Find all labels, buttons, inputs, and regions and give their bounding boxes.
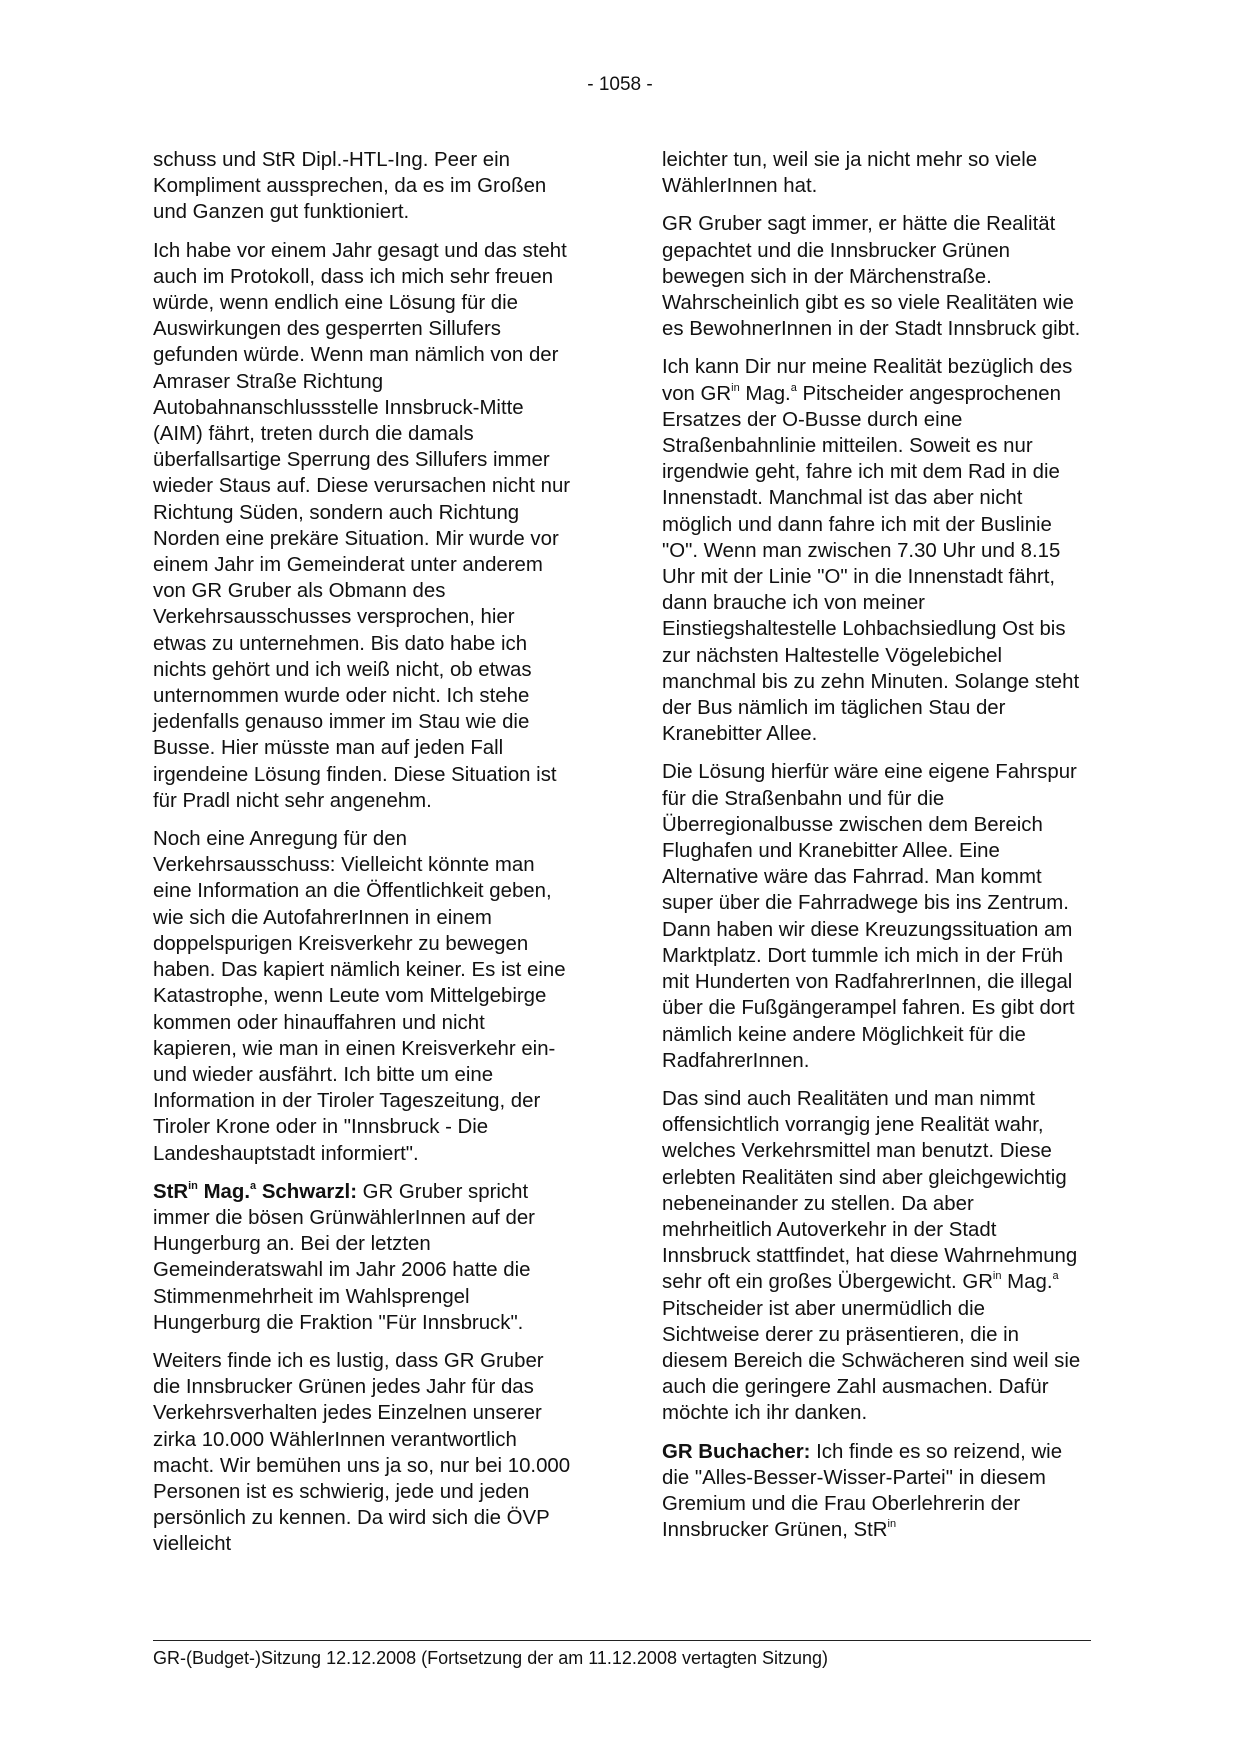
- superscript: in: [887, 1518, 897, 1531]
- footer: GR-(Budget-)Sitzung 12.12.2008 (Fortsetzung der am 11.12.2008 vertagten Sitzung): [153, 1648, 829, 1668]
- paragraph: [662, 354, 1082, 747]
- superscript: in: [731, 381, 740, 394]
- paragraph: Ich habe vor einem Jahr gesagt und das steht auch im Protokoll, dass ich mich sehr freuen würde, wenn endlich eine Lösung für die Auswirkungen des gesperrten Sillufers gefunden würde. Wenn man nämlich von der Amraser Straße Richtung Autobahnanschlussstelle Innsbruck-Mitte (AIM) fährt, treten durch die damals überfallsartige Sperrung des Sillufers immer wieder Staus auf. Diese verursachen nicht nur Richtung Süden, sondern auch Richtung Norden eine prekäre Situation. Mir wurde vor einem Jahr im Gemeinderat unter anderem von GR Gruber als Obmann des Verkehrsausschusses versprochen, hier etwas zu unternehmen. Bis dato habe ich nichts gehört und ich weiß nicht, ob etwas unternommen wurde oder nicht. Ich stehe jedenfalls genauso immer im Stau wie die Busse. Hier müsste man auf jeden Fall irgendeine Lösung finden. Diese Situation ist für Pradl nicht sehr angenehm.: [153, 239, 571, 812]
- paragraph: [662, 1086, 1082, 1427]
- paragraph: leichter tun, weil sie ja nicht mehr so viele WählerInnen hat.: [662, 149, 1038, 198]
- speaker-name-part: StR: [153, 1180, 189, 1203]
- paragraph: Weiters finde ich es lustig, dass GR Gruber die Innsbrucker Grünen jedes Jahr für das Verkehrsverhalten jedes Einzelnen unserer zirka 10.000 WählerInnen verantwortlich macht. Wir bemühen uns ja so, nur bei 10.000 Personen ist es schwierig, jede und jeden persönlich zu kennen. Da wird sich die ÖVP vielleicht: [153, 1349, 571, 1556]
- text-part: Pitscheider ist aber unermüdlich die Sichtweise derer zu präsentieren, die in diesem Bereich die Schwächeren sind weil sie auch die geringere Zahl ausmachen. Dafür möchte ich ihr danken.: [662, 1297, 1081, 1425]
- text-part: Mag.: [1001, 1271, 1053, 1294]
- superscript: in: [992, 1270, 1002, 1283]
- text-part: Das sind auch Realitäten und man nimmt offensichtlich vorrangig jene Realität wahr, welches Verkehrsmittel man benutzt. Diese erlebten Realitäten sind aber gleichgewichtig nebeneinander zu stellen. Da aber mehrheitlich Autoverkehr in der Stadt Innsbruck stattfindet, hat diese Wahrnehmung sehr oft ein großes Übergewicht. GR: [662, 1087, 1078, 1294]
- superscript: a: [250, 1179, 257, 1192]
- paragraph: GR Gruber sagt immer, er hätte die Realität gepachtet und die Innsbrucker Grünen bewegen sich in der Märchenstraße. Wahrscheinlich gibt es so viele Realitäten wie es BewohnerInnen in der Stadt Innsbruck gibt.: [662, 213, 1081, 341]
- speaker-paragraph: [153, 1179, 573, 1336]
- text-part: Ich kann Dir nur meine Realität bezüglich des von GR: [662, 356, 1073, 405]
- speech-text: Ich finde es so reizend, wie die "Alles-Besser-Wisser-Partei" in diesem Gremium und die Frau Oberlehrerin der Innsbrucker Grünen, StR: [662, 1440, 1063, 1542]
- speaker-name-part: Schwarzl:: [256, 1180, 358, 1203]
- speaker-name-part: Mag.: [197, 1180, 251, 1203]
- text-part: Pitscheider angesprochenen Ersatzes der O-Busse durch eine Straßenbahnlinie mitteilen. Soweit es nur irgendwie geht, fahre ich mit dem Rad in die Innenstadt. Manchmal ist das aber nicht möglich und dann fahre ich mit der Buslinie "O". Wenn man zwischen 7.30 Uhr und 8.15 Uhr mit der Linie "O" in die Innenstadt fährt, dann brauche ich von meiner Einstiegshaltestelle Lohbachsiedlung Ost bis zur nächsten Haltestelle Vögelebichel manchmal bis zu zehn Minuten. Solange steht der Bus nämlich im täglichen Stau der Kranebitter Allee.: [662, 382, 1080, 746]
- speech-text: GR Gruber spricht immer die bösen GrünwählerInnen auf der Hungerburg an. Bei der letzten Gemeinderatswahl im Jahr 2006 hatte die Stimmenmehrheit im Wahlsprengel Hungerburg die Fraktion "Für Innsbruck".: [153, 1180, 535, 1334]
- footer-divider: [153, 1640, 1091, 1641]
- left-column: [153, 147, 573, 1570]
- paragraph: Noch eine Anregung für den Verkehrsausschuss: Vielleicht könnte man eine Information an die Öffentlichkeit geben, wie sich die AutofahrerInnen in einem doppelspurigen Kreisverkehr zu bewegen haben. Das kapiert nämlich keiner. Es ist eine Katastrophe, wenn Leute vom Mittelgebirge kommen oder hinauffahren und nicht kapieren, wie man in einen Kreisverkehr ein- und wieder ausfährt. Ich bitte um eine Information in der Tiroler Tageszeitung, der Tiroler Krone oder in "Innsbruck - Die Landeshauptstadt informiert".: [153, 828, 566, 1165]
- superscript: in: [188, 1179, 198, 1192]
- speaker-paragraph: [662, 1439, 1082, 1544]
- speaker-name: [153, 1181, 357, 1203]
- paragraph: schuss und StR Dipl.-HTL-Ing. Peer ein Kompliment aussprechen, da es im Großen und Ganzen gut funktioniert.: [153, 149, 547, 224]
- text-part: Mag.: [739, 382, 791, 405]
- right-column: [662, 147, 1082, 1555]
- superscript: a: [790, 381, 797, 394]
- speaker-name: GR Buchacher:: [662, 1440, 811, 1463]
- page-number: - 1058 -: [587, 74, 653, 95]
- superscript: a: [1052, 1270, 1059, 1283]
- paragraph: Die Lösung hierfür wäre eine eigene Fahrspur für die Straßenbahn und für die Überregionalbusse zwischen dem Bereich Flughafen und Kranebitter Allee. Eine Alternative wäre das Fahrrad. Man kommt super über die Fahrradwege bis ins Zentrum. Dann haben wir diese Kreuzungssituation am Marktplatz. Dort tummle ich mich in der Früh mit Hunderten von RadfahrerInnen, die illegal über die Fußgängerampel fahren. Es gibt dort nämlich keine andere Möglichkeit für die RadfahrerInnen.: [662, 761, 1077, 1072]
